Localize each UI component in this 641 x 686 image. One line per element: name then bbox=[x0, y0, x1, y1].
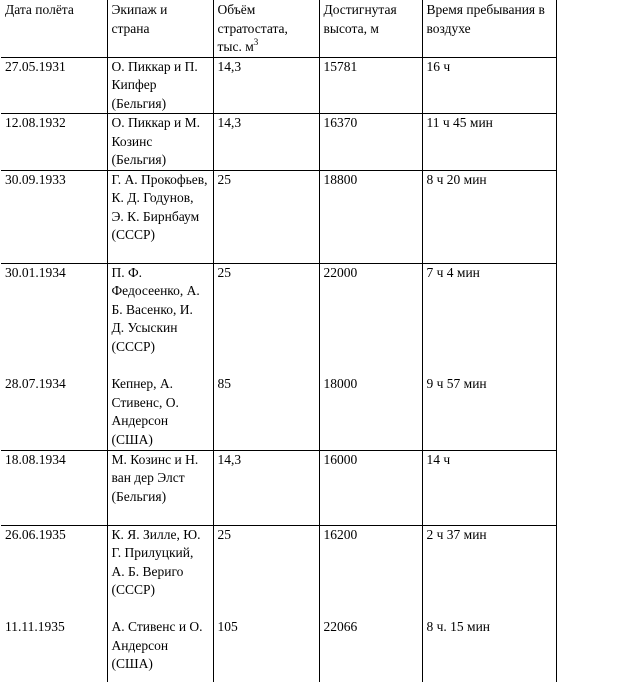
stratostat-flights-table bbox=[1, 0, 557, 682]
cell-volume: 25 bbox=[213, 170, 319, 263]
table-row bbox=[1, 170, 556, 263]
cell-time: 16 ч bbox=[422, 57, 556, 114]
cell-volume: 25 bbox=[213, 263, 319, 375]
header-time: Время пребывания в воздухе bbox=[422, 0, 556, 57]
cell-time: 11 ч 45 мин bbox=[422, 114, 556, 171]
cell-volume: 85 bbox=[213, 375, 319, 450]
cell-crew: Кепнер, А. Стивенс, О. Андерсон (США) bbox=[107, 375, 213, 450]
header-crew: Экипаж и страна bbox=[107, 0, 213, 57]
header-height: Достигнутая высота, м bbox=[319, 0, 422, 57]
cell-height: 18800 bbox=[319, 170, 422, 263]
cell-height: 15781 bbox=[319, 57, 422, 114]
cell-date: 30.01.1934 bbox=[1, 263, 107, 375]
cell-time: 9 ч 57 мин bbox=[422, 375, 556, 450]
cell-height: 18000 bbox=[319, 375, 422, 450]
cell-crew: А. Стивенс и О. Андерсон (США) bbox=[107, 618, 213, 682]
cell-time: 8 ч 20 мин bbox=[422, 170, 556, 263]
cell-crew: П. Ф. Федосеенко, А. Б. Васенко, И. Д. Усыскин (СССР) bbox=[107, 263, 213, 375]
table-row bbox=[1, 450, 556, 525]
cell-date: 28.07.1934 bbox=[1, 375, 107, 450]
cell-time: 2 ч 37 мин bbox=[422, 525, 556, 618]
table-row bbox=[1, 263, 556, 375]
table-header-row bbox=[1, 0, 556, 57]
header-volume-unit-sup: 3 bbox=[253, 37, 259, 47]
header-date: Дата полёта bbox=[1, 0, 107, 57]
cell-height: 16370 bbox=[319, 114, 422, 171]
cell-height: 16200 bbox=[319, 525, 422, 618]
cell-height: 22000 bbox=[319, 263, 422, 375]
cell-volume: 25 bbox=[213, 525, 319, 618]
cell-crew: Г. А. Прокофьев, К. Д. Годунов, Э. К. Бирнбаум (СССР) bbox=[107, 170, 213, 263]
cell-time: 7 ч 4 мин bbox=[422, 263, 556, 375]
cell-height: 16000 bbox=[319, 450, 422, 525]
cell-date: 12.08.1932 bbox=[1, 114, 107, 171]
cell-volume: 105 bbox=[213, 618, 319, 682]
cell-crew: М. Козинс и Н. ван дер Элст (Бельгия) bbox=[107, 450, 213, 525]
cell-time: 8 ч. 15 мин bbox=[422, 618, 556, 682]
table-row bbox=[1, 114, 556, 171]
cell-crew: О. Пиккар и П. Кипфер (Бельгия) bbox=[107, 57, 213, 114]
table-row bbox=[1, 525, 556, 618]
cell-date: 26.06.1935 bbox=[1, 525, 107, 618]
table-row bbox=[1, 618, 556, 682]
cell-time: 14 ч bbox=[422, 450, 556, 525]
cell-volume: 14,3 bbox=[213, 57, 319, 114]
cell-crew: К. Я. Зилле, Ю. Г. Прилуцкий, А. Б. Вериго (СССР) bbox=[107, 525, 213, 618]
cell-date: 27.05.1931 bbox=[1, 57, 107, 114]
cell-date: 11.11.1935 bbox=[1, 618, 107, 682]
cell-date: 30.09.1933 bbox=[1, 170, 107, 263]
cell-volume: 14,3 bbox=[213, 114, 319, 171]
cell-crew: О. Пиккар и М. Козинс (Бельгия) bbox=[107, 114, 213, 171]
cell-volume: 14,3 bbox=[213, 450, 319, 525]
cell-height: 22066 bbox=[319, 618, 422, 682]
header-volume bbox=[213, 0, 319, 57]
header-volume-text: Объём стратостата, тыс. м bbox=[217, 2, 288, 54]
table-row bbox=[1, 375, 556, 450]
cell-date: 18.08.1934 bbox=[1, 450, 107, 525]
table-row bbox=[1, 57, 556, 114]
